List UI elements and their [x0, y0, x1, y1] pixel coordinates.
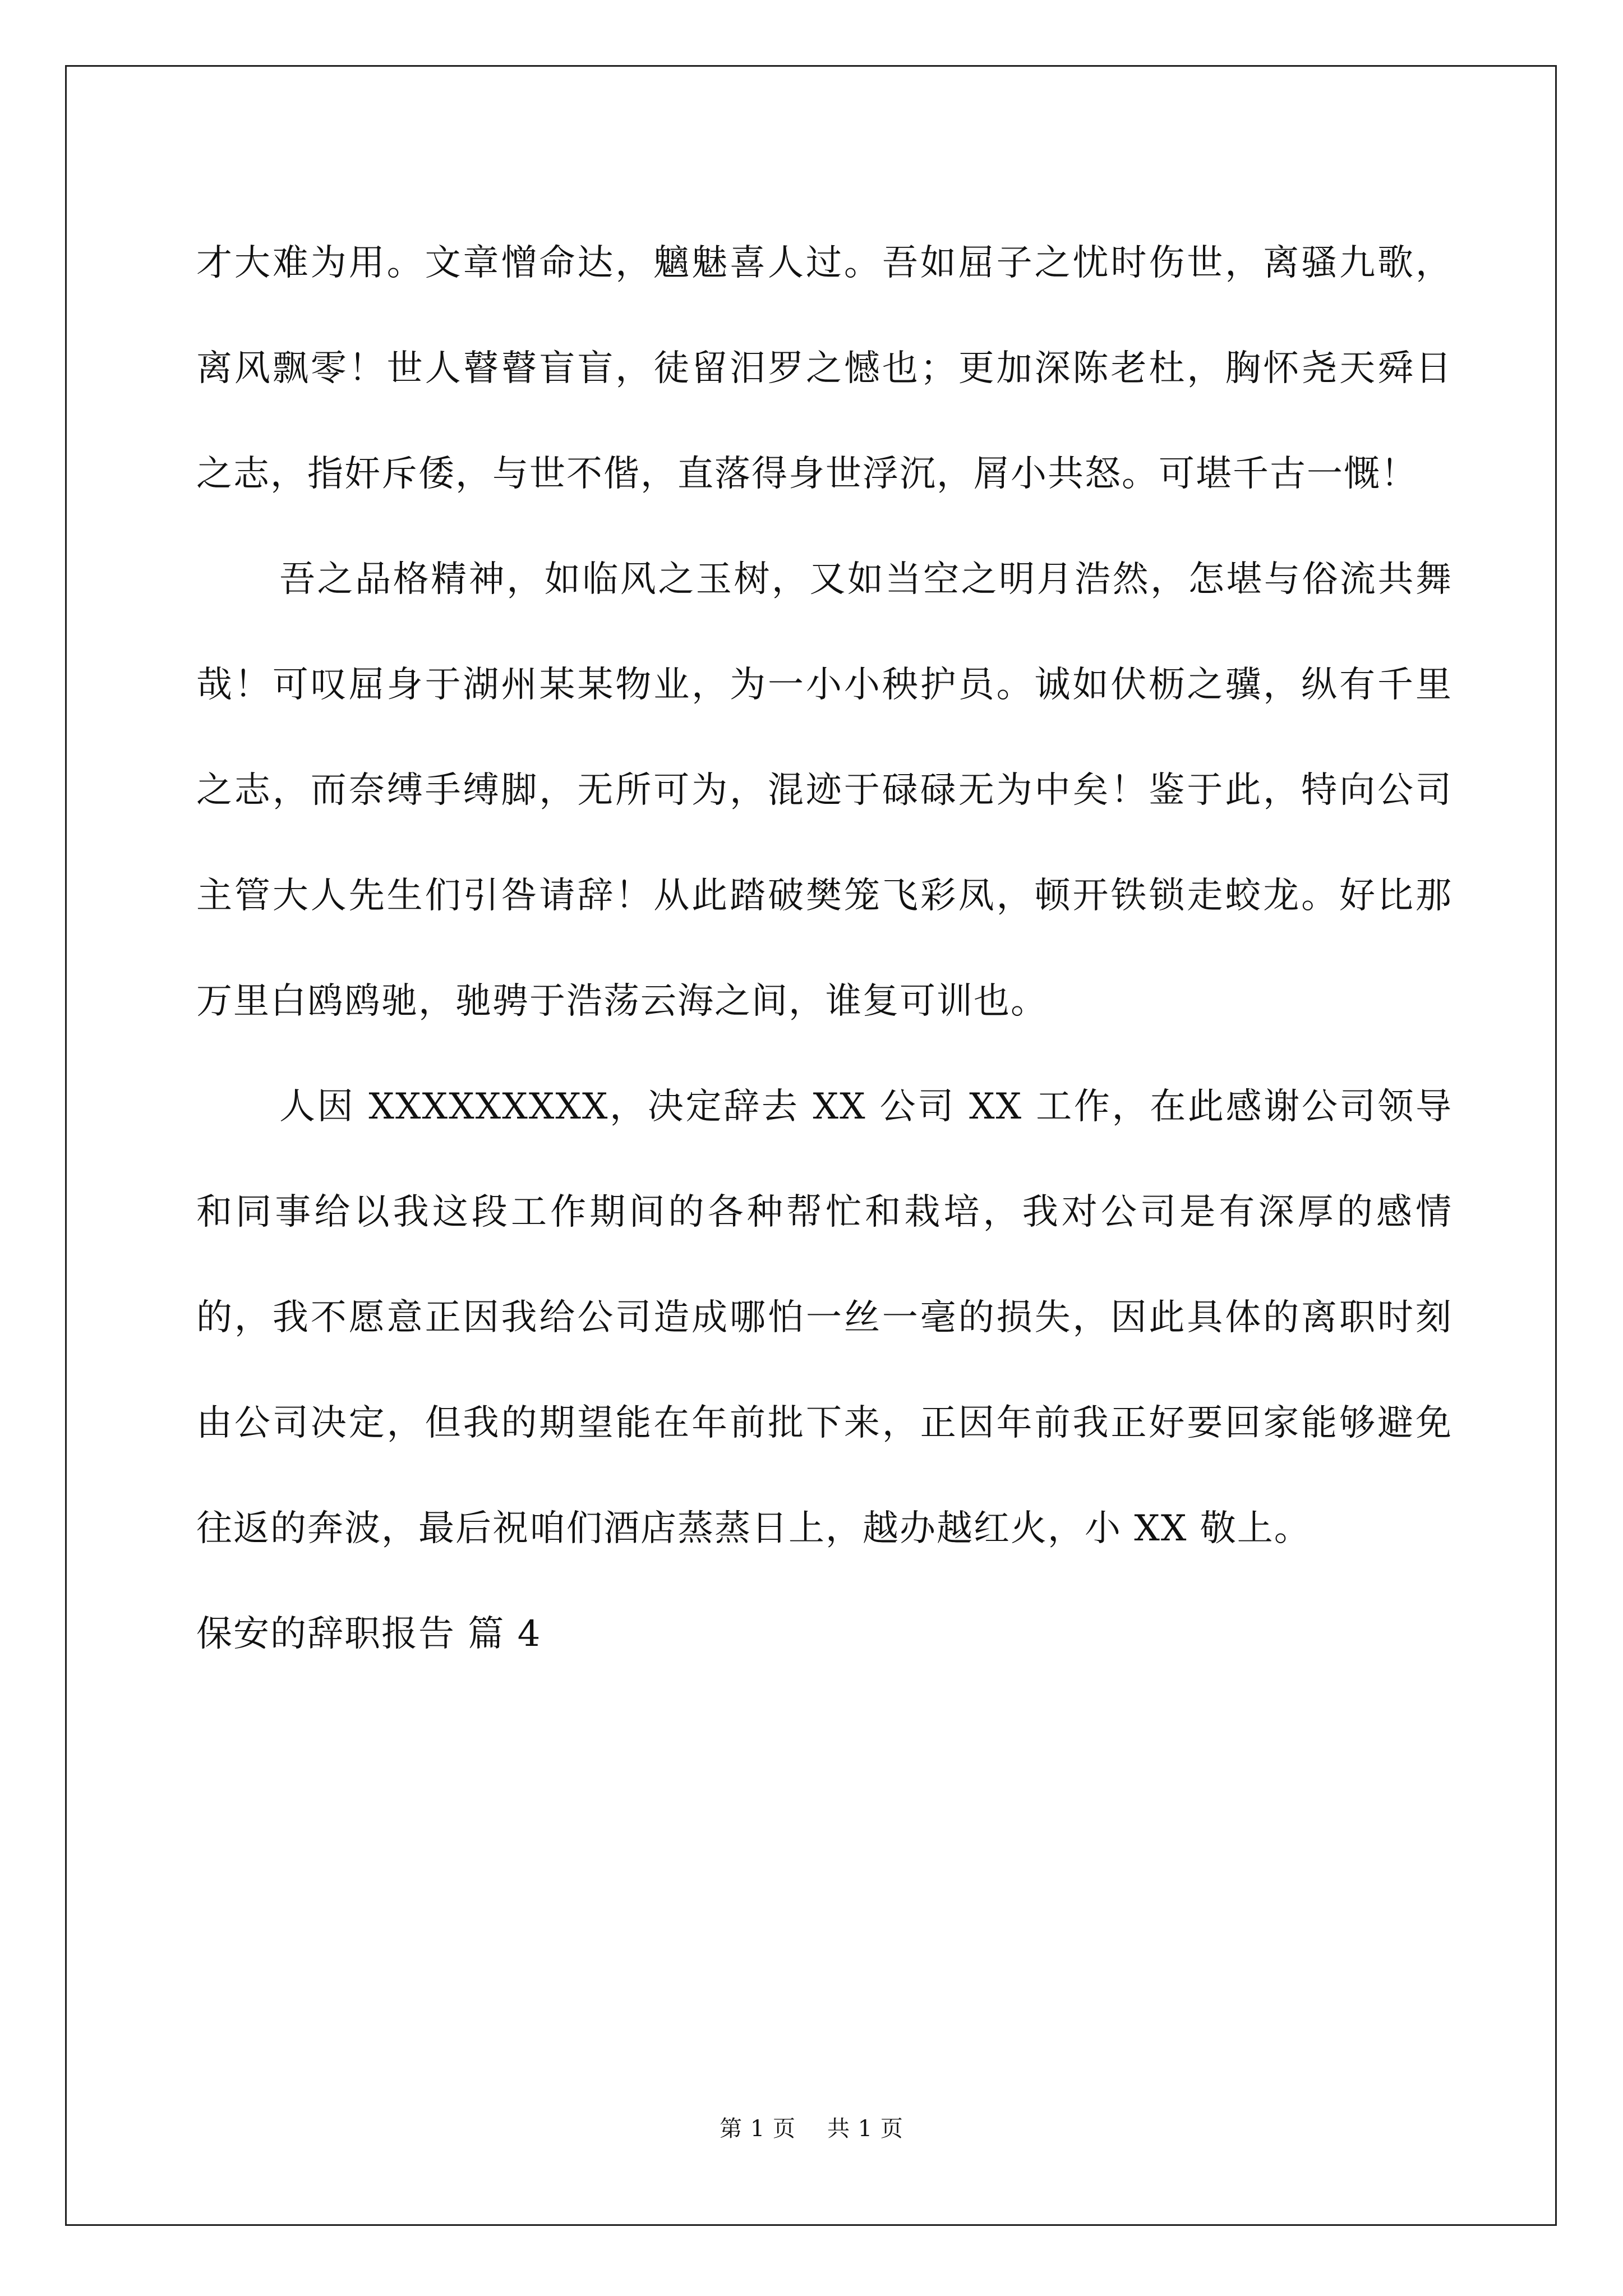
page-footer [0, 2112, 1623, 2146]
section-heading: 保安的辞职报告 篇 4 [196, 1613, 542, 1655]
paragraph-2: 吾之品格精神，如临风之玉树，又如当空之明月浩然，怎堪与俗流共舞哉！可叹屈身于湖州某某物业，为一小小秧护员。诚如伏枥之骥，纵有千里之志，而奈缚手缚脚，无所可为，混迹于碌碌无为中矣！鉴于此，特向公司主管大人先生们引咎请辞！从此踏破樊笼飞彩凤，顿开铁锁走蛟龙。好比那万里白鸥鸥驰，驰骋于浩荡云海之间，谁复可训也。 [196, 559, 1453, 1022]
paragraph-1: 才大难为用。文章憎命达，魑魅喜人过。吾如屈子之忧时伤世，离骚九歌，离风飘零！世人瞽瞽盲盲，徒留汨罗之憾也；更加深陈老杜，胸怀尧天舜日之志，指奸斥倭，与世不偕，直落得身世浮沉，屑小共怒。可堪千古一慨！ [196, 242, 1453, 495]
page-number-current: 第 1 页 [720, 2116, 796, 2142]
document-body [196, 210, 1453, 1687]
page-number-total: 共 1 页 [827, 2116, 903, 2142]
paragraph-3: 人因 XXXXXXXXX，决定辞去 XX 公司 XX 工作，在此感谢公司领导和同事给以我这段工作期间的各种帮忙和栽培，我对公司是有深厚的感情的，我不愿意正因我给公司造成哪怕一丝一毫的损失，因此具体的离职时刻由公司决定，但我的期望能在年前批下来，正因年前我正好要回家能够避免往返的奔波，最后祝咱们酒店蒸蒸日上，越办越红火，小 XX 敬上。 [196, 1086, 1453, 1549]
